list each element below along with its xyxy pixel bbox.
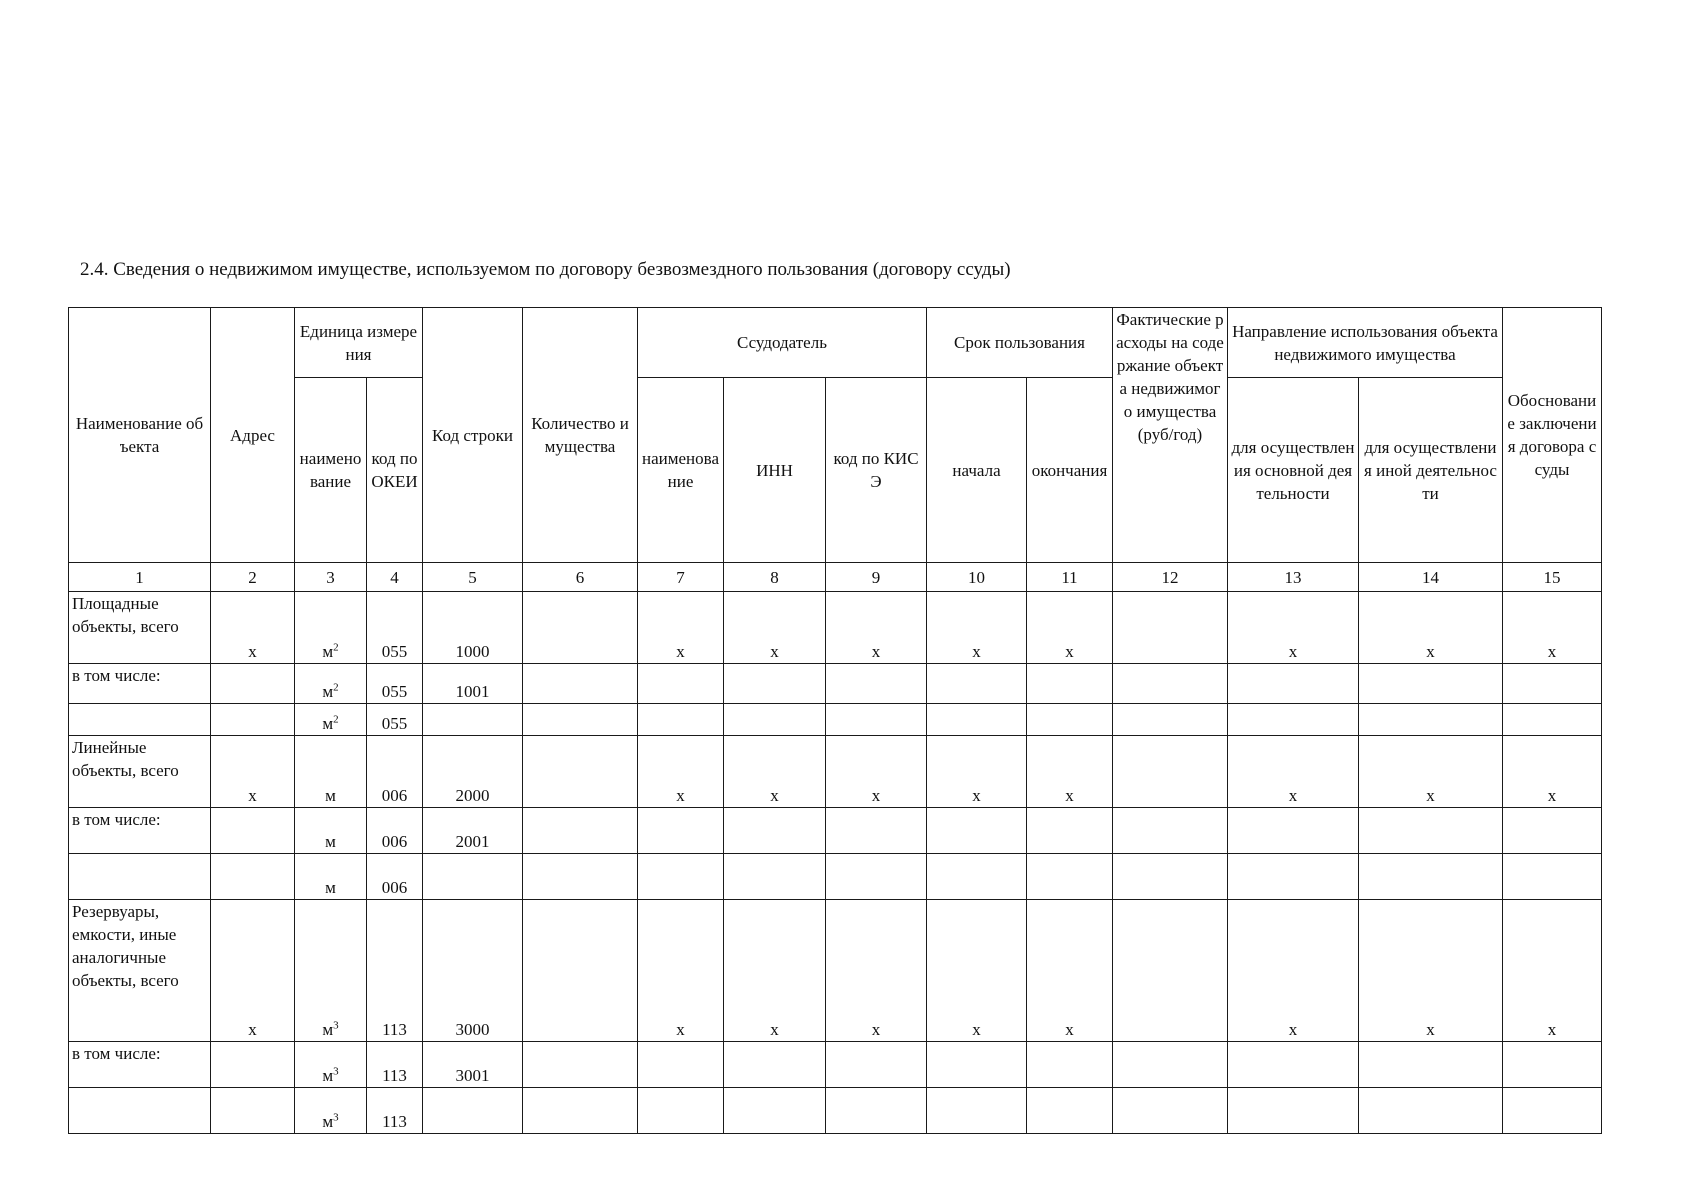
dir-main-cell — [1228, 808, 1359, 854]
basis-cell — [1503, 1042, 1602, 1088]
lender-name-cell — [638, 736, 724, 808]
col-number: 9 — [826, 563, 927, 592]
lender-inn-cell — [724, 1042, 826, 1088]
quantity-cell — [523, 854, 638, 900]
period-start-cell — [927, 592, 1027, 664]
quantity-cell — [523, 808, 638, 854]
dir-other-cell — [1359, 1088, 1503, 1134]
unit-name-cell — [295, 900, 367, 1042]
row-code-cell — [423, 1088, 523, 1134]
dir-main-cell — [1228, 900, 1359, 1042]
unit-name-cell-text: м — [322, 642, 334, 661]
row-code-cell — [423, 736, 523, 808]
okei-code-cell — [367, 664, 423, 704]
period-start-cell-text: х — [972, 786, 981, 805]
row-code-cell — [423, 808, 523, 854]
unit-name-cell-text: м — [325, 832, 336, 851]
header-direction: Направление использования объекта недвижимого имущества — [1228, 308, 1503, 378]
row-code-cell-text: 2001 — [455, 832, 490, 851]
unit-name-cell-text: м — [325, 878, 336, 897]
okei-code-cell-text: 006 — [381, 832, 408, 851]
okei-code-cell — [367, 1042, 423, 1088]
dir-other-cell — [1359, 664, 1503, 704]
quantity-cell — [523, 592, 638, 664]
table-row — [69, 854, 1602, 900]
lender-kise-cell — [826, 854, 927, 900]
unit-exponent: 3 — [333, 1065, 339, 1078]
period-start-cell — [927, 1088, 1027, 1134]
dir-other-cell-text: х — [1426, 642, 1435, 661]
row-name-text: в том числе: — [72, 1044, 161, 1063]
expenses-cell — [1113, 808, 1228, 854]
table-row — [69, 664, 1602, 704]
address-cell — [211, 704, 295, 736]
basis-cell-text: х — [1547, 1020, 1557, 1039]
lender-name-cell — [638, 900, 724, 1042]
expenses-cell — [1113, 1088, 1228, 1134]
address-cell-text: х — [248, 1020, 257, 1039]
lender-kise-cell — [826, 592, 927, 664]
unit-name-cell-text: м — [325, 786, 336, 805]
unit-name-cell — [295, 592, 367, 664]
okei-code-cell-text: 113 — [382, 1066, 407, 1085]
header-quantity: Количество имущества — [523, 308, 638, 563]
expenses-cell — [1113, 704, 1228, 736]
address-cell — [211, 1088, 295, 1134]
okei-code-cell — [367, 1088, 423, 1134]
row-code-cell — [423, 592, 523, 664]
basis-cell — [1503, 664, 1602, 704]
okei-code-cell — [367, 808, 423, 854]
lender-inn-cell — [724, 900, 826, 1042]
expenses-cell — [1113, 736, 1228, 808]
expenses-cell — [1113, 900, 1228, 1042]
table-body — [69, 563, 1602, 1134]
address-cell — [211, 592, 295, 664]
dir-other-cell — [1359, 900, 1503, 1042]
address-cell — [211, 808, 295, 854]
basis-cell — [1503, 854, 1602, 900]
header-row-code: Код строки — [423, 308, 523, 563]
expenses-cell — [1113, 854, 1228, 900]
address-cell — [211, 1042, 295, 1088]
dir-other-cell — [1359, 704, 1503, 736]
row-name — [69, 1088, 211, 1134]
table-row — [69, 1042, 1602, 1088]
okei-code-cell — [367, 592, 423, 664]
quantity-cell — [523, 900, 638, 1042]
expenses-cell — [1113, 664, 1228, 704]
header-lender-kise: код по КИСЭ — [826, 378, 927, 563]
lender-inn-cell — [724, 704, 826, 736]
table-row — [69, 900, 1602, 1042]
lender-name-cell-text: х — [676, 786, 685, 805]
expenses-cell — [1113, 1042, 1228, 1088]
header-dir-main: для осуществления основной деятельности — [1228, 378, 1359, 563]
basis-cell-text: х — [1547, 642, 1557, 661]
row-name — [69, 1042, 211, 1088]
lender-name-cell — [638, 808, 724, 854]
row-code-cell — [423, 1042, 523, 1088]
unit-name-cell — [295, 1042, 367, 1088]
table-row — [69, 592, 1602, 664]
dir-main-cell — [1228, 854, 1359, 900]
lender-name-cell — [638, 1088, 724, 1134]
dir-other-cell-text: х — [1426, 786, 1435, 805]
lender-kise-cell — [826, 1088, 927, 1134]
unit-name-cell — [295, 1088, 367, 1134]
col-number: 7 — [638, 563, 724, 592]
address-cell — [211, 736, 295, 808]
col-number: 5 — [423, 563, 523, 592]
period-start-cell — [927, 704, 1027, 736]
col-number: 4 — [367, 563, 423, 592]
period-end-cell — [1027, 736, 1113, 808]
basis-cell — [1503, 808, 1602, 854]
okei-code-cell-text: 055 — [381, 714, 408, 733]
row-name-text: Резервуары, емкости, иные аналогичные объекты, всего — [72, 902, 179, 990]
period-start-cell — [927, 1042, 1027, 1088]
period-start-cell — [927, 808, 1027, 854]
row-name — [69, 704, 211, 736]
dir-main-cell — [1228, 736, 1359, 808]
header-dir-other: для осуществления иной деятельности — [1359, 378, 1503, 563]
row-code-cell — [423, 704, 523, 736]
header-unit-name: наименование — [295, 378, 367, 563]
unit-name-cell — [295, 704, 367, 736]
dir-main-cell — [1228, 1088, 1359, 1134]
okei-code-cell-text: 113 — [382, 1112, 407, 1131]
dir-main-cell-text: х — [1288, 1020, 1298, 1039]
basis-cell — [1503, 900, 1602, 1042]
okei-code-cell-text: 055 — [381, 682, 408, 701]
header-unit: Единица измерения — [295, 308, 423, 378]
dir-main-cell-text: х — [1288, 786, 1298, 805]
period-end-cell — [1027, 900, 1113, 1042]
row-name — [69, 900, 211, 1042]
row-code-cell — [423, 854, 523, 900]
row-name — [69, 736, 211, 808]
column-numbers-row — [69, 563, 1602, 592]
col-number: 12 — [1113, 563, 1228, 592]
unit-name-cell — [295, 808, 367, 854]
col-number: 14 — [1359, 563, 1503, 592]
okei-code-cell — [367, 736, 423, 808]
period-start-cell — [927, 736, 1027, 808]
lender-inn-cell — [724, 664, 826, 704]
lender-kise-cell — [826, 900, 927, 1042]
row-code-cell-text: 3000 — [455, 1020, 490, 1039]
table-row — [69, 1088, 1602, 1134]
lender-kise-cell-text: х — [871, 1020, 881, 1039]
unit-exponent: 2 — [333, 681, 339, 694]
okei-code-cell — [367, 900, 423, 1042]
header-period-start: начала — [927, 378, 1027, 563]
lender-kise-cell — [826, 736, 927, 808]
okei-code-cell-text: 113 — [382, 1020, 407, 1039]
unit-exponent: 3 — [333, 1019, 339, 1032]
quantity-cell — [523, 736, 638, 808]
table-row — [69, 808, 1602, 854]
okei-code-cell-text: 006 — [381, 878, 408, 897]
row-code-cell-text: 3001 — [455, 1066, 490, 1085]
header-expenses: Фактические расходы на содержание объекта недвижимого имущества (руб/год) — [1113, 308, 1228, 563]
period-end-cell — [1027, 808, 1113, 854]
unit-name-cell — [295, 664, 367, 704]
row-code-cell-text: 1001 — [455, 682, 490, 701]
header-lender: Ссудодатель — [638, 308, 927, 378]
dir-main-cell — [1228, 1042, 1359, 1088]
header-name: Наименование объекта — [69, 308, 211, 563]
row-name-text: Площадные объекты, всего — [72, 594, 179, 636]
col-number: 13 — [1228, 563, 1359, 592]
unit-name-cell-text: м — [322, 1066, 334, 1085]
period-end-cell — [1027, 854, 1113, 900]
dir-other-cell — [1359, 854, 1503, 900]
row-name-text: Линейные объекты, всего — [72, 738, 179, 780]
period-end-cell — [1027, 704, 1113, 736]
lender-kise-cell-text: х — [871, 786, 881, 805]
row-code-cell — [423, 900, 523, 1042]
col-number: 1 — [69, 563, 211, 592]
okei-code-cell-text: 006 — [381, 786, 408, 805]
col-number: 2 — [211, 563, 295, 592]
lender-kise-cell-text: х — [871, 642, 881, 661]
lender-kise-cell — [826, 664, 927, 704]
address-cell-text: х — [248, 786, 257, 805]
row-name — [69, 808, 211, 854]
lender-inn-cell-text: х — [770, 786, 779, 805]
unit-name-cell-text: м — [322, 682, 334, 701]
lender-name-cell-text: х — [676, 642, 685, 661]
col-number: 8 — [724, 563, 826, 592]
header-lender-inn: ИНН — [724, 378, 826, 563]
col-number: 11 — [1027, 563, 1113, 592]
basis-cell — [1503, 736, 1602, 808]
quantity-cell — [523, 704, 638, 736]
unit-exponent: 3 — [333, 1111, 339, 1124]
lender-name-cell — [638, 704, 724, 736]
lender-kise-cell — [826, 1042, 927, 1088]
dir-main-cell — [1228, 704, 1359, 736]
basis-cell-text: х — [1547, 786, 1557, 805]
unit-exponent: 2 — [333, 641, 339, 654]
col-number: 3 — [295, 563, 367, 592]
unit-name-cell-text: м — [322, 1020, 334, 1039]
header-basis: Обоснование заключения договора ссуды — [1503, 308, 1602, 563]
okei-code-cell — [367, 704, 423, 736]
period-end-cell-text: х — [1065, 1020, 1074, 1039]
period-end-cell-text: х — [1065, 642, 1074, 661]
unit-name-cell-text: м — [322, 1112, 334, 1131]
lender-inn-cell — [724, 592, 826, 664]
lender-inn-cell-text: х — [770, 642, 779, 661]
period-end-cell — [1027, 664, 1113, 704]
unit-exponent: 2 — [333, 713, 339, 726]
expenses-cell — [1113, 592, 1228, 664]
col-number: 10 — [927, 563, 1027, 592]
address-cell — [211, 664, 295, 704]
lender-name-cell — [638, 592, 724, 664]
period-end-cell — [1027, 1042, 1113, 1088]
address-cell — [211, 854, 295, 900]
row-name — [69, 854, 211, 900]
header-address: Адрес — [211, 308, 295, 563]
dir-main-cell — [1228, 664, 1359, 704]
lender-inn-cell — [724, 808, 826, 854]
address-cell-text: х — [248, 642, 257, 661]
lender-inn-cell — [724, 1088, 826, 1134]
basis-cell — [1503, 592, 1602, 664]
dir-other-cell — [1359, 1042, 1503, 1088]
lender-name-cell-text: х — [676, 1020, 685, 1039]
period-start-cell-text: х — [972, 1020, 981, 1039]
basis-cell — [1503, 704, 1602, 736]
lender-inn-cell-text: х — [770, 1020, 779, 1039]
section-title: 2.4. Сведения о недвижимом имуществе, используемом по договору безвозмездного пользования (договору ссуды) — [80, 259, 1011, 280]
row-code-cell-text: 1000 — [455, 642, 490, 661]
quantity-cell — [523, 664, 638, 704]
period-start-cell — [927, 854, 1027, 900]
lender-inn-cell — [724, 736, 826, 808]
row-code-cell-text: 2000 — [455, 786, 490, 805]
table-row — [69, 704, 1602, 736]
row-name — [69, 664, 211, 704]
header-period-end: окончания — [1027, 378, 1113, 563]
col-number: 6 — [523, 563, 638, 592]
table-row — [69, 736, 1602, 808]
dir-main-cell — [1228, 592, 1359, 664]
col-number: 15 — [1503, 563, 1602, 592]
basis-cell — [1503, 1088, 1602, 1134]
lender-name-cell — [638, 664, 724, 704]
period-start-cell — [927, 900, 1027, 1042]
dir-main-cell-text: х — [1288, 642, 1298, 661]
header-period: Срок пользования — [927, 308, 1113, 378]
row-code-cell — [423, 664, 523, 704]
dir-other-cell-text: х — [1426, 1020, 1435, 1039]
lender-name-cell — [638, 1042, 724, 1088]
unit-name-cell — [295, 736, 367, 808]
lender-kise-cell — [826, 704, 927, 736]
unit-name-cell-text: м — [322, 714, 334, 733]
quantity-cell — [523, 1042, 638, 1088]
period-end-cell-text: х — [1065, 786, 1074, 805]
header-unit-code: код по ОКЕИ — [367, 378, 423, 563]
quantity-cell — [523, 1088, 638, 1134]
dir-other-cell — [1359, 736, 1503, 808]
row-name — [69, 592, 211, 664]
lender-name-cell — [638, 854, 724, 900]
dir-other-cell — [1359, 592, 1503, 664]
period-start-cell-text: х — [972, 642, 981, 661]
dir-other-cell — [1359, 808, 1503, 854]
okei-code-cell — [367, 854, 423, 900]
period-start-cell — [927, 664, 1027, 704]
property-table — [68, 307, 1602, 1134]
lender-kise-cell — [826, 808, 927, 854]
unit-name-cell — [295, 854, 367, 900]
address-cell — [211, 900, 295, 1042]
okei-code-cell-text: 055 — [381, 642, 408, 661]
row-name-text: в том числе: — [72, 810, 161, 829]
period-end-cell — [1027, 1088, 1113, 1134]
lender-inn-cell — [724, 854, 826, 900]
row-name-text: в том числе: — [72, 666, 161, 685]
header-lender-name: наименование — [638, 378, 724, 563]
period-end-cell — [1027, 592, 1113, 664]
